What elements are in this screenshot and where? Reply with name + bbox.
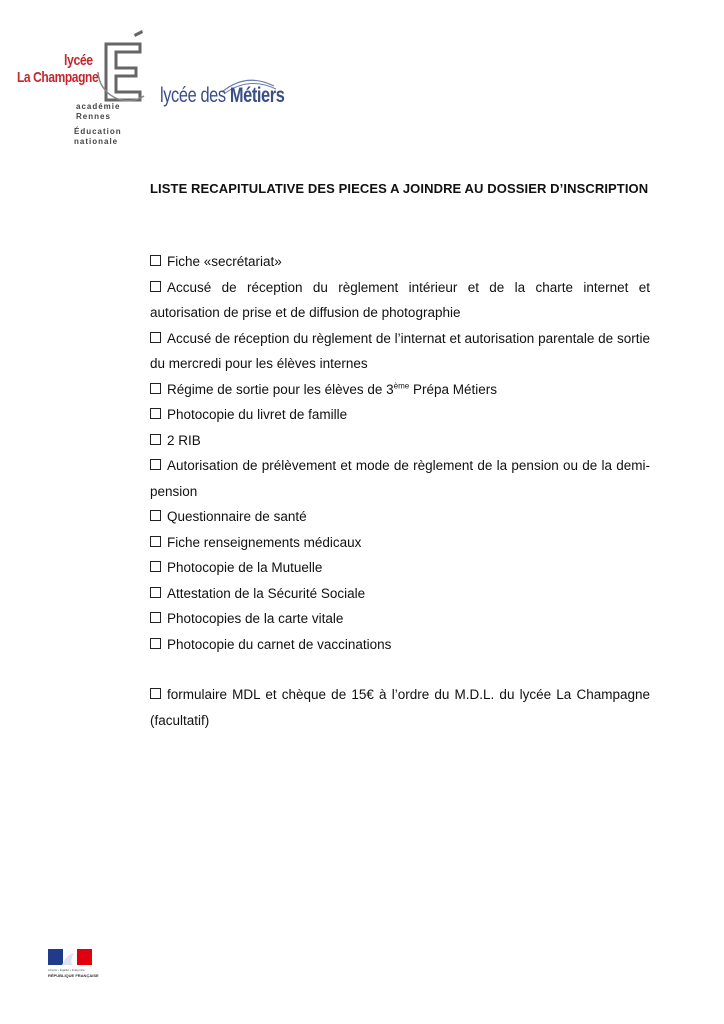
- checkbox-icon: [150, 561, 161, 572]
- optional-item: formulaire MDL et chèque de 15€ à l’ordre du M.D.L. du lycée La Champagne (facultatif): [150, 687, 650, 728]
- checkbox-icon: [150, 688, 161, 699]
- checklist-item: Attestation de la Sécurité Sociale: [150, 581, 650, 607]
- checkbox-icon: [150, 459, 161, 470]
- checkbox-icon: [150, 255, 161, 266]
- lycee-la-champagne-logo: [14, 30, 144, 155]
- checklist-item: Questionnaire de santé: [150, 504, 650, 530]
- logo-education-nationale: Éducation nationale: [74, 127, 122, 146]
- checklist-item: Fiche renseignements médicaux: [150, 530, 650, 556]
- marianne-flag-icon: [48, 949, 92, 965]
- logo-line-lycee: lycée: [64, 52, 93, 69]
- e-letter-icon: [94, 30, 150, 110]
- checklist-item: 2 RIB: [150, 428, 650, 454]
- checkbox-icon: [150, 383, 161, 394]
- checklist-item: Régime de sortie pour les élèves de 3ème Prépa Métiers: [150, 377, 650, 403]
- checkbox-icon: [150, 408, 161, 419]
- checklist-item: Accusé de réception du règlement de l’internat et autorisation parentale de sortie du mercredi pour les élèves internes: [150, 330, 650, 371]
- superscript-eme: ème: [393, 381, 410, 390]
- checklist-item: Photocopies de la carte vitale: [150, 606, 650, 632]
- document-checklist: [150, 249, 650, 733]
- checkbox-icon: [150, 434, 161, 445]
- logo-metiers-prefix: lycée des: [160, 84, 230, 107]
- checklist-item: Autorisation de prélèvement et mode de règlement de la pension ou de la demi-pension: [150, 458, 650, 499]
- checklist-item: Photocopie du carnet de vaccinations: [150, 632, 650, 658]
- logo-line-la-champagne: La Champagne: [17, 69, 99, 86]
- checklist-item: Accusé de réception du règlement intérieur et de la charte internet et autorisation de prise et de diffusion de photographie: [150, 279, 650, 320]
- lycee-des-metiers-logo: [158, 70, 293, 118]
- republique-francaise-label: RÉPUBLIQUE FRANÇAISE: [48, 973, 99, 978]
- checklist-item: Photocopie du livret de famille: [150, 402, 650, 428]
- logo-metiers-word: Métiers: [229, 84, 285, 107]
- checkbox-icon: [150, 638, 161, 649]
- republic-motto: Liberté • Égalité • Fraternité: [48, 968, 85, 972]
- logo-academie: académie Rennes: [76, 102, 121, 121]
- republique-francaise-logo: [48, 949, 99, 979]
- checklist-item: Photocopie de la Mutuelle: [150, 555, 650, 581]
- checkbox-icon: [150, 510, 161, 521]
- page-title: LISTE RECAPITULATIVE DES PIECES A JOINDRE AU DOSSIER D’INSCRIPTION: [150, 181, 649, 196]
- checkbox-icon: [150, 536, 161, 547]
- checkbox-icon: [150, 281, 161, 292]
- checkbox-icon: [150, 587, 161, 598]
- checklist-item: Fiche «secrétariat»: [150, 249, 650, 275]
- checkbox-icon: [150, 332, 161, 343]
- checkbox-icon: [150, 612, 161, 623]
